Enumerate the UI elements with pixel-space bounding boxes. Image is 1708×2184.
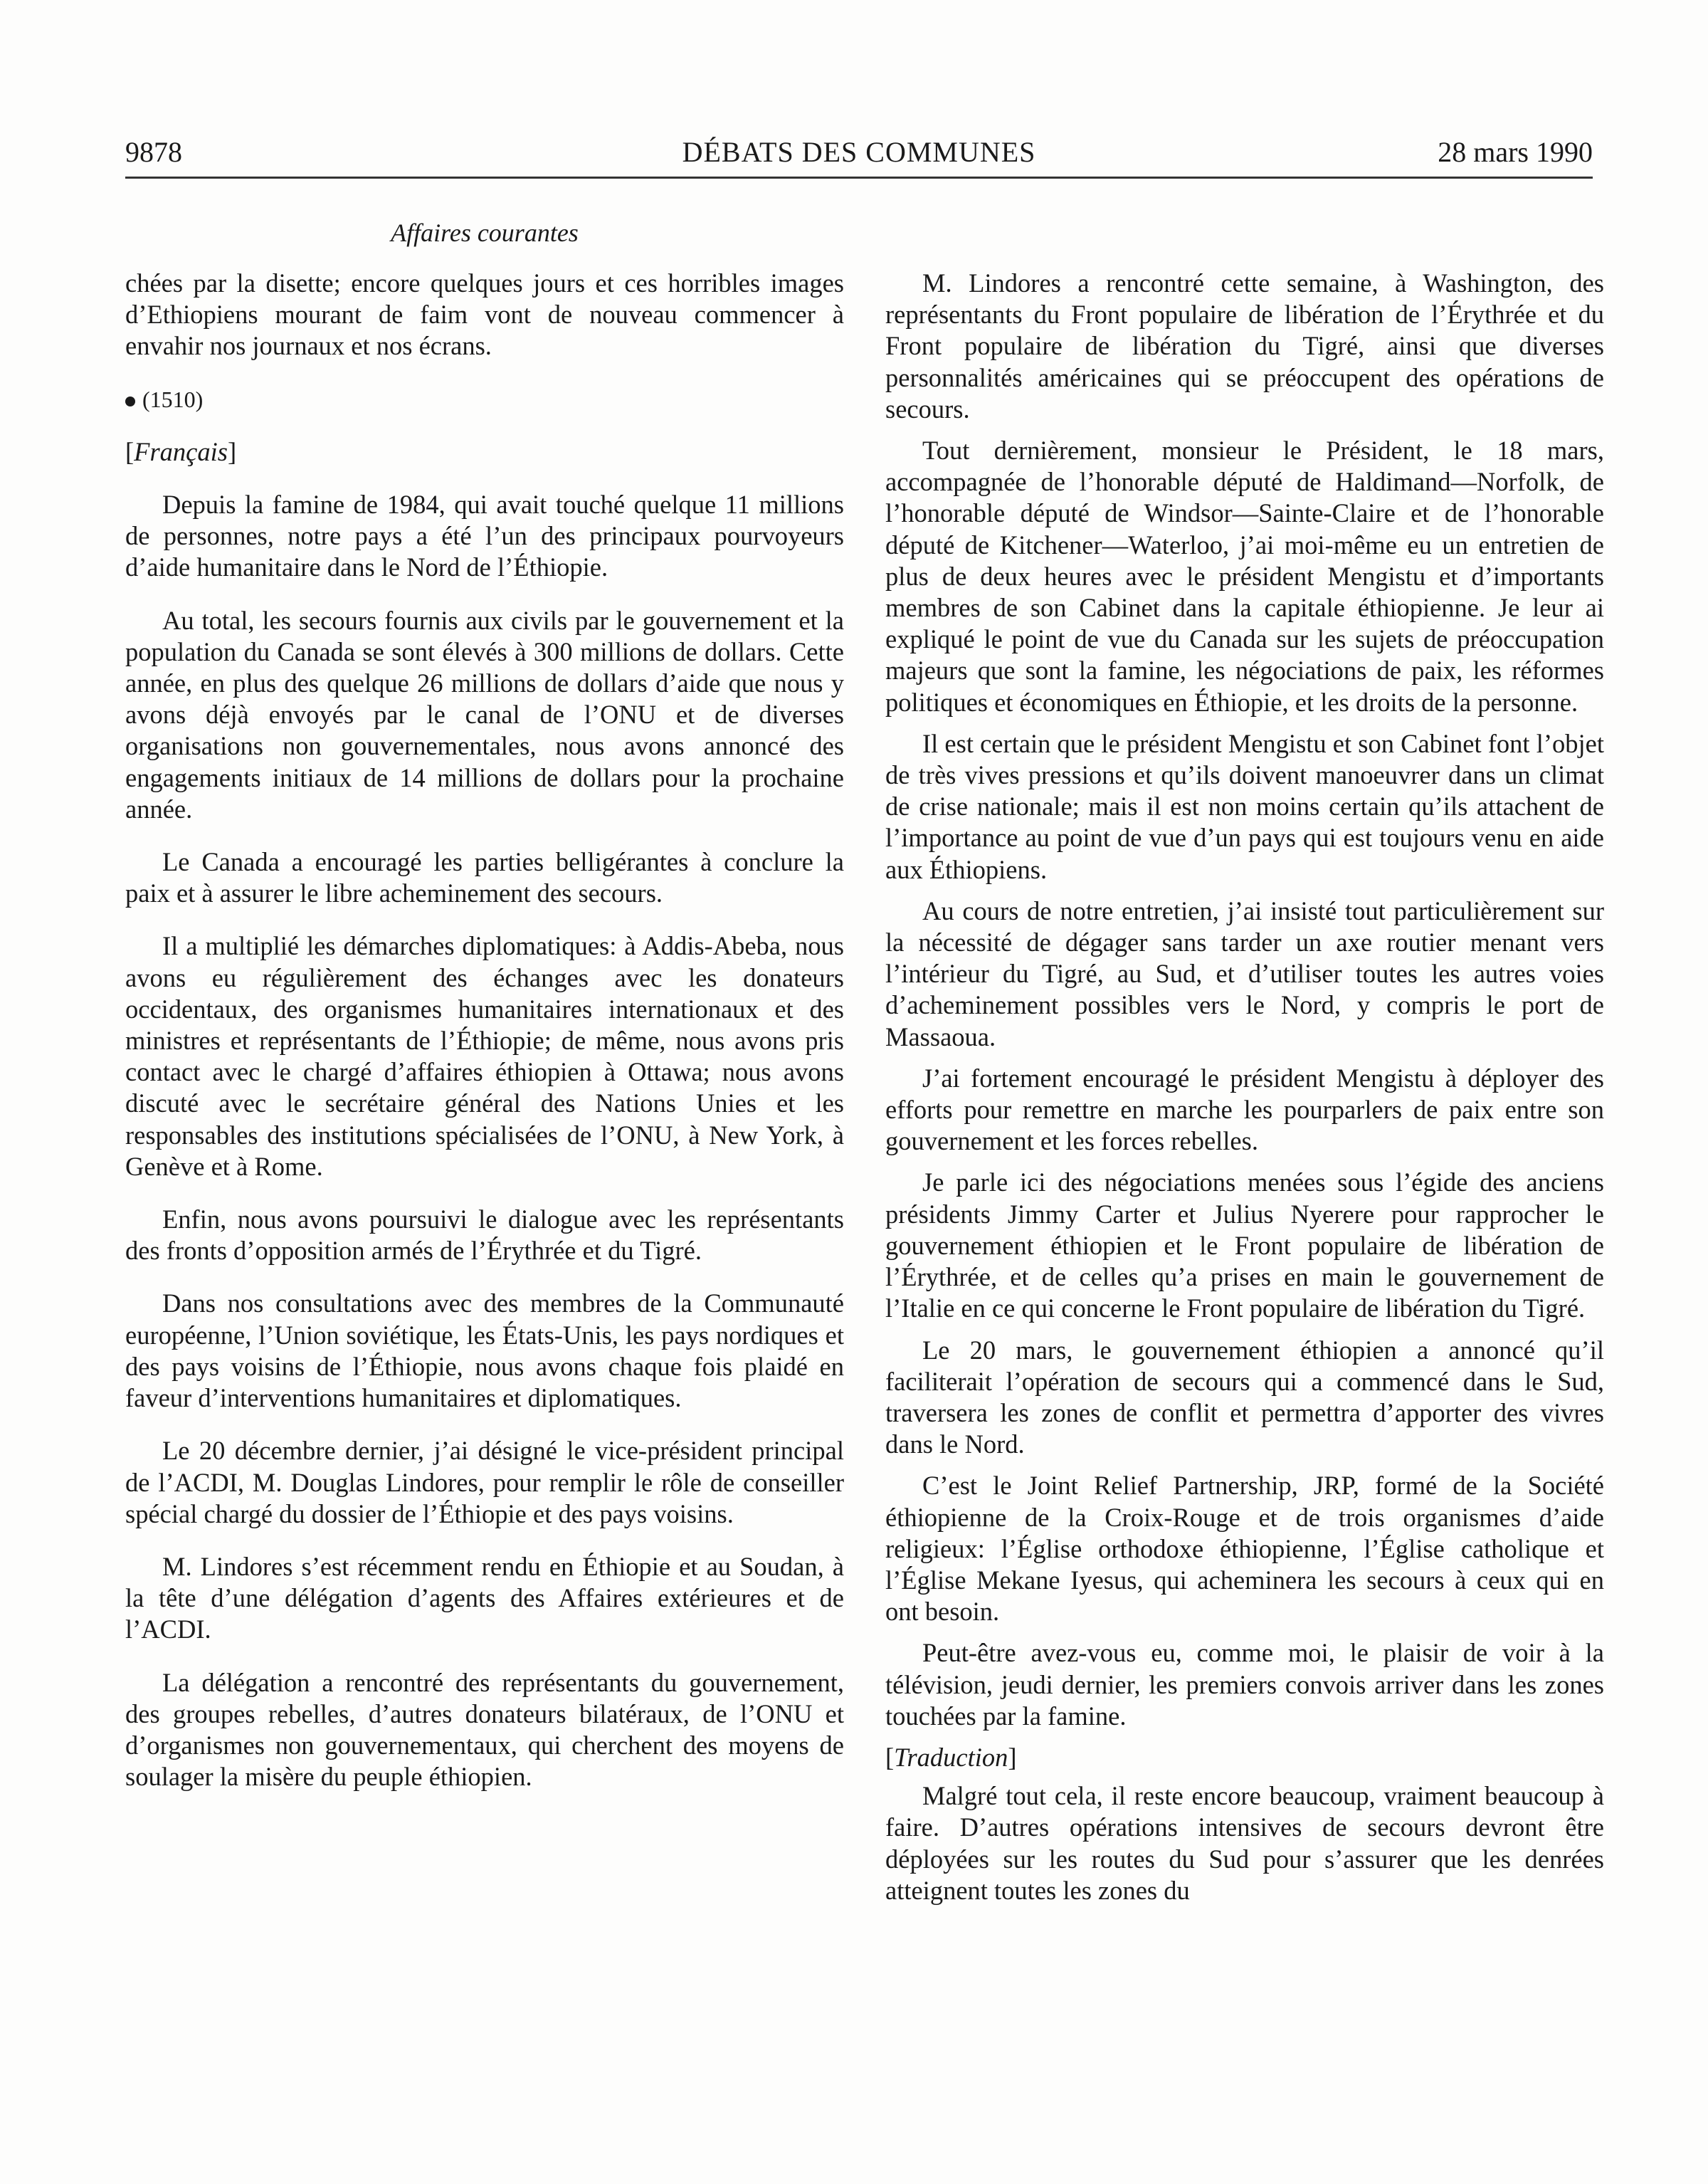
paragraph: Au cours de notre entretien, j’ai insisté tout particulièrement sur la nécessité de dégager sans tarder un axe routier menant vers l’intérieur du Tigré, au Sud, et d’utiliser toutes les autres voies d’acheminement possibles vers le Nord, y compris le port de Massaoua. <box>885 896 1604 1051</box>
page-header <box>125 135 1593 178</box>
paragraph: Je parle ici des négociations menées sous l’égide des anciens présidents Jimmy Carter et Julius Nyerere pour rapprocher le gouvernement éthiopien et le Front populaire de libération de l’Érythrée, et de celles qu’a prises en main le gouvernement de l’Italie en ce qui concerne le Front populaire de libération du Tigré. <box>885 1167 1604 1323</box>
language-tag-text: Traduction <box>894 1742 1008 1772</box>
language-tag: [Français] <box>125 436 237 466</box>
paragraph: C’est le Joint Relief Partnership, JRP, formé de la Société éthiopienne de la Croix-Rouge et de trois organismes d’aide religieux: l’Église orthodoxe éthiopienne, l’Église catholique et l’Église Mekane Iyesus, qui acheminera les secours à ceux qui en ont besoin. <box>885 1471 1604 1627</box>
paragraph: Dans nos consultations avec des membres de la Communauté européenne, l’Union soviétique, les États-Unis, les pays nordiques et des pays voisins de l’Éthiopie, nous avons chaque fois plaidé en faveur d’interventions humanitaires et diplomatiques. <box>125 1288 844 1413</box>
paragraph: Malgré tout cela, il reste encore beaucoup, vraiment beaucoup à faire. D’autres opérations intensives de secours devront être déployées sur les routes du Sud pour s’assurer que les denrées atteignent toutes les zones du <box>885 1781 1604 1905</box>
language-tag-text: Français <box>134 436 228 466</box>
paragraph: Depuis la famine de 1984, qui avait touché quelque 11 millions de personnes, notre pays a été l’un des principaux pourvoyeurs d’aide humanitaire dans le Nord de l’Éthiopie. <box>125 490 844 582</box>
bullet-icon <box>125 397 135 406</box>
header-rule <box>125 177 1593 179</box>
paragraph: La délégation a rencontré des représentants du gouvernement, des groupes rebelles, d’autres donateurs bilatéraux, de l’ONU et d’organismes non gouvernementaux, qui cherchent des moyens de soulager la misère du peuple éthiopien. <box>125 1667 844 1792</box>
paragraph: Enfin, nous avons poursuivi le dialogue avec les représentants des fronts d’opposition armés de l’Érythrée et du Tigré. <box>125 1204 844 1266</box>
paragraph: Il est certain que le président Mengistu et son Cabinet font l’objet de très vives pressions et qu’ils doivent manoeuvrer dans un climat de crise nationale; mais il est non moins certain qu’ils attachent de l’importance au point de vue d’un pays qui est toujours venu en aide aux Éthiopiens. <box>885 728 1604 884</box>
paragraph: M. Lindores s’est récemment rendu en Éthiopie et au Soudan, à la tête d’une délégation d’agents des Affaires extérieures et de l’ACDI. <box>125 1551 844 1644</box>
paragraph: chées par la disette; encore quelques jours et ces horribles images d’Ethiopiens mourant de faim vont de nouveau commencer à envahir nos journaux et nos écrans. <box>125 268 844 361</box>
left-column <box>125 268 844 1814</box>
issue-date: 28 mars 1990 <box>1438 136 1593 168</box>
section-label: Affaires courantes <box>391 219 579 247</box>
paragraph: Au total, les secours fournis aux civils par le gouvernement et la population du Canada se sont élevés à 300 millions de dollars. Cette année, en plus des quelque 26 millions de dollars d’aide que nous y avons déjà envoyés par le canal de l’ONU et de diverses organisations non gouvernementales, nous avons annoncé des engagements initiaux de 14 millions de dollars pour la prochaine année. <box>125 605 844 824</box>
paragraph: Il a multiplié les démarches diplomatiques: à Addis-Abeba, nous avons eu régulièrement des échanges avec les donateurs occidentaux, des organismes humanitaires internationaux et des ministres et représentants de l’Éthiopie; de même, nous avons pris contact avec le chargé d’affaires éthiopien à Ottawa; nous avons discuté avec le secrétaire général des Nations Unies et les responsables des institutions spécialisées de l’ONU, à New York, à Genève et à Rome. <box>125 931 844 1181</box>
time-marker <box>125 384 844 415</box>
paragraph: Le 20 décembre dernier, j’ai désigné le vice-président principal de l’ACDI, M. Douglas Lindores, pour remplir le rôle de conseiller spécial chargé du dossier de l’Éthiopie et des pays voisins. <box>125 1436 844 1528</box>
paragraph: M. Lindores a rencontré cette semaine, à Washington, des représentants du Front populaire de libération de l’Érythrée et du Front populaire de libération du Tigré, ainsi que diverses personnalités américaines qui se préoccupent des opérations de secours. <box>885 268 1604 424</box>
page-number: 9878 <box>125 136 182 168</box>
journal-title: DÉBATS DES COMMUNES <box>682 136 1036 168</box>
paragraph: Le Canada a encouragé les parties belligérantes à conclure la paix et à assurer le libre acheminement des secours. <box>125 847 844 908</box>
time-marker-text: (1510) <box>142 386 204 412</box>
language-tag: [Traduction] <box>885 1742 1017 1772</box>
right-column <box>885 268 1604 1928</box>
paragraph: J’ai fortement encouragé le président Mengistu à déployer des efforts pour remettre en marche les pourparlers de paix entre son gouvernement et les forces rebelles. <box>885 1063 1604 1156</box>
paragraph: Le 20 mars, le gouvernement éthiopien a annoncé qu’il faciliterait l’opération de secours qui a commencé dans le Sud, traversera les zones de conflit et permettra d’apporter des vivres dans le Nord. <box>885 1335 1604 1459</box>
paragraph: Peut-être avez-vous eu, comme moi, le plaisir de voir à la télévision, jeudi dernier, les premiers convois arriver dans les zones touchées par la famine. <box>885 1638 1604 1731</box>
paragraph: Tout dernièrement, monsieur le Président, le 18 mars, accompagnée de l’honorable député de Haldimand—Norfolk, de l’honorable député de Windsor—Sainte-Claire et de l’honorable député de Kitchener—Waterloo, j’ai moi-même eu un entretien de plus de deux heures avec le président Mengistu et d’importants membres de son Cabinet dans la capitale éthiopienne. Je leur ai expliqué le point de vue du Canada sur les sujets de préoccupation majeurs que sont la famine, les négociations de paix, les réformes politiques et économiques en Éthiopie, et les droits de la personne. <box>885 436 1604 717</box>
